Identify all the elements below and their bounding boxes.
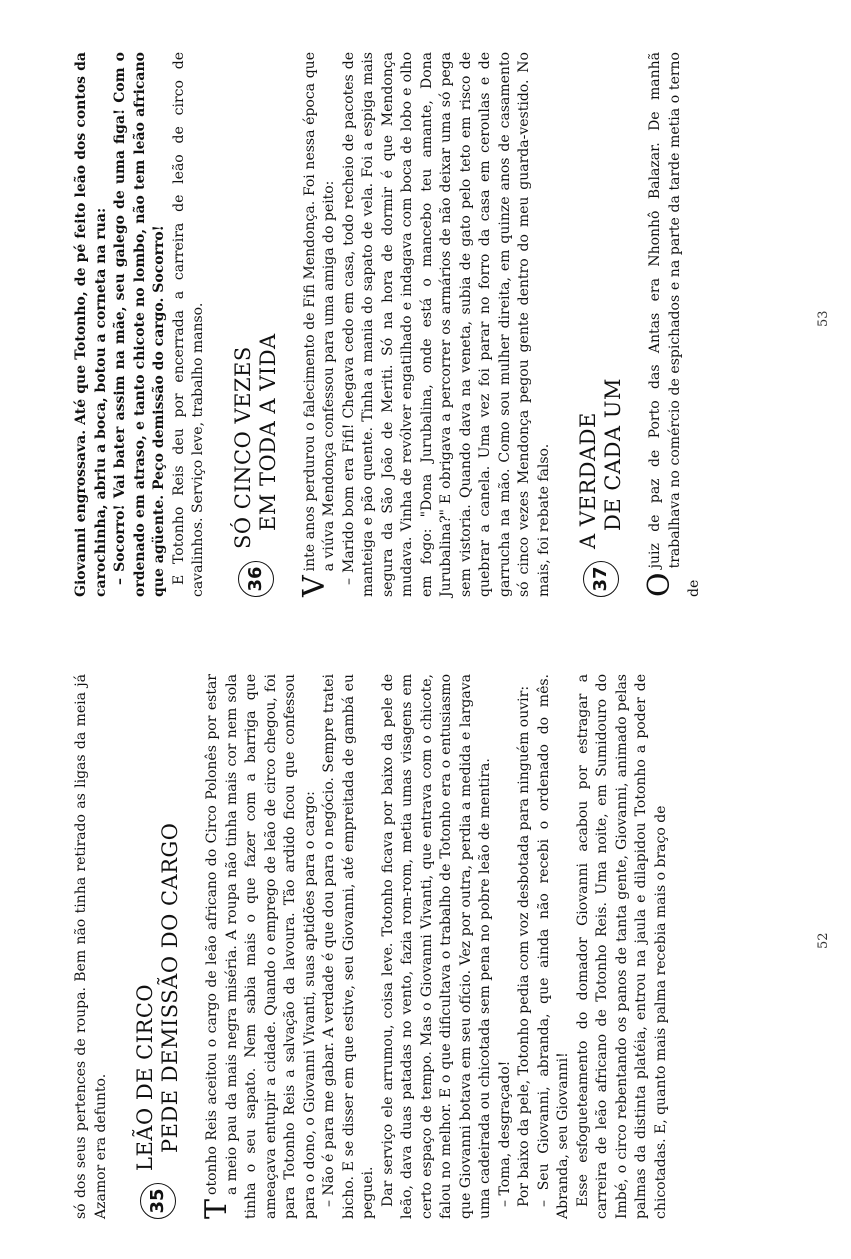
- chapter-title-line1: SÓ CINCO VEZES: [230, 346, 255, 549]
- right-top-paragraph: Giovanni engrossava. Até que Totonho, de pé feito leão dos contos da carochinha, abriu a boca, botou a corneta na rua:: [73, 52, 109, 597]
- right-top-paragraph: E Totonho Reis deu por encerrada a carreira de leão de circo de cavalinhos. Serviço leve, trabalho manso.: [170, 52, 206, 597]
- chapter-number-badge: 36: [238, 561, 274, 597]
- chapter-title-line2: EM TODA A VIDA: [255, 333, 280, 531]
- drop-cap: O: [642, 572, 677, 597]
- chapter-title-line1: LEÃO DE CIRCO: [133, 983, 157, 1171]
- chapter-title-line2: DE CADA UM: [601, 378, 625, 531]
- chapter-title-line2: PEDE DEMISSÃO DO CARGO: [158, 822, 182, 1153]
- left-page-column: [72, 674, 671, 1219]
- chapter-number-badge: 35: [140, 1183, 176, 1219]
- chapter-title: [231, 333, 281, 549]
- left-paragraph: Dar serviço ele arrumou, coisa leve. Totonho ficava por baixo da pele de leão, dava duas patadas no vento, fazia rom-rom, metia umas visagens em certo espaço de tempo. Mas o Giovanni Vivanti, que entrava com o chicote, falou no melhor. E o que dificultava o trabalho de Totonho era o entusiasmo que Giovanni botava em seu ofício. Vez por outra, perdia a medida e largava uma cadeirada ou chicotada sem pena no pobre leão de mentira.: [379, 674, 493, 1219]
- chapter-number-badge: 37: [583, 561, 619, 597]
- chapter-title-line1: A VERDADE: [576, 412, 600, 549]
- left-first-paragraph: T otonho Reis aceitou o cargo de leão africano do Circo Polonês por estar a meio pau da mais negra miséria. A roupa não tinha mais cor nem sola tinha o seu sapato. Nem sabia mais o que fazer com a barriga que ameaçava entupir a cidade. Quando o emprego de leão de circo chegou, foi para Totonho Reis a salvação da lavoura. Tão ardido ficou que confessou para o dono, o Giovanni Vivanti, suas aptidões para o cargo:: [199, 674, 318, 1219]
- chapter-heading-37: [576, 52, 626, 597]
- drop-cap: V: [296, 575, 332, 597]
- right-top-paragraph: – Socorro! Vai bater assim na mãe, seu galego de uma figa! Com o ordenado em atraso, e tanto chicote no lombo, não tem leão africano que agüente. Peço demissão do cargo. Socorro!: [112, 52, 167, 597]
- chapter-heading-36: [231, 52, 281, 597]
- right-page-column: [72, 52, 705, 597]
- right-page-number: 53: [816, 310, 831, 327]
- chapter-heading-35: [133, 674, 183, 1219]
- left-paragraph: Por baixo da pele, Totonho pedia com voz desbotada para ninguém ouvir:: [516, 685, 532, 1207]
- left-top-paragraph: só dos seus pertences de roupa. Bem não tinha retirado as ligas da meia já Azamor era defunto.: [73, 674, 109, 1219]
- drop-cap: T: [199, 1198, 234, 1219]
- chapter-title: [133, 823, 183, 1172]
- left-page-number: 52: [816, 932, 831, 949]
- left-paragraph: – Seu Giovanni, abranda, que ainda não recebi o ordenado do mês. Abranda, seu Giovanni!: [535, 674, 571, 1219]
- left-paragraph: – Toma, desgraçado!: [496, 1060, 513, 1207]
- left-paragraph: Esse esfogueteamento do domador Giovanni acabou por estragar a carreira de leão africano de Totonho Reis. Uma noite, em Sumidouro do Imbé, o circo rebentando os panos de tanta gente, Giovanni, animado pelas palmas da distinta platéia, entrou na jaula e dilapidou Totonho a poder de chicotadas. E, quanto mais palma recebia mais o braço de: [574, 674, 669, 1219]
- chapter-title: [576, 378, 626, 549]
- right-paragraph: – Marido bom era Fifi! Chegava cedo em casa, todo recheio de pacotes de manteiga e pão quente. Tinha a mania do sapato de vela. Foi a espiga mais segura da São João de Meriti. Só na hora de dormir é que Mendonça mudava. Vinha de revólver engatilhado e indagava com boca de lobo e olho em fogo: "Dona Jurubalina, onde está o mancebo teu amante, Dona Jurubalina?" E obrigava a percorrer os armários de não deixar uma só pega sem vistoria. Quando dava na veneta, subia de gato pelo teto em risco de quebrar a canela. Uma vez foi parar no forro da casa em ceroulas e de garrucha na mão. Como sou mulher direita, em quinze anos de casamento só cinco vezes Mendonça pegou gente dentro do meu guarda-vestido. No mais, foi rebate falso.: [340, 52, 552, 597]
- right-chapter37-paragraph: O juiz de paz de Porto das Antas era Nhonhô Balazar. De manhã trabalhava no comércio de espichados e na parte da tarde metia o terno de: [642, 52, 702, 597]
- left-paragraph: – Não é para me gabar. A verdade é que dou para o negócio. Sempre tratei bicho. E se disser em que estive, seu Giovanni, até empreitada de gambá eu peguei.: [321, 674, 376, 1219]
- right-first-paragraph: V inte anos perdurou o falecimento de Fifi Mendonça. Foi nessa época que a viúva Mendonça confessou para uma amiga do peito:: [296, 52, 337, 597]
